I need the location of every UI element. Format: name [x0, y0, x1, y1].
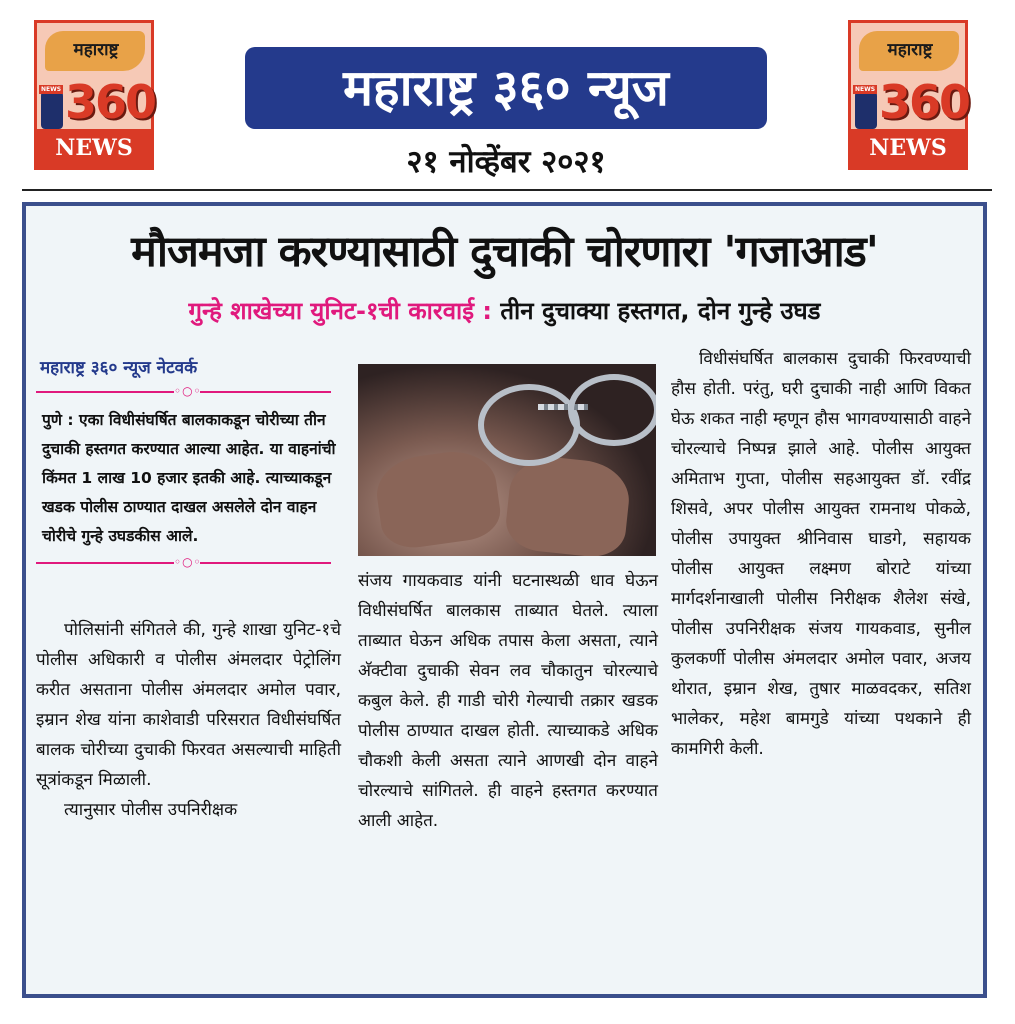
handcuff-ring	[568, 374, 656, 446]
divider-ornament	[36, 384, 341, 400]
article-intro: पुणे : एका विधीसंघर्षित बालकाकडून चोरीच्या तीन दुचाकी हस्तगत करण्यात आल्या आहेत. या वाहनांची किंमत 1 लाख 10 हजार इतकी आहे. त्याच्याकडून खडक पोलीस ठाण्यात दाखल असलेले दोन वाहन चोरीचे गुन्हे उघडकीस आले.	[42, 411, 336, 545]
hand-shape	[372, 446, 503, 552]
logo-top-text: महाराष्ट्र	[73, 40, 119, 60]
byline: महाराष्ट्र ३६० न्यूज नेटवर्क	[40, 358, 198, 378]
article-column-3	[671, 344, 971, 764]
handcuff-ring	[478, 384, 580, 466]
article-subhead	[26, 294, 983, 327]
mic-news-tag: NEWS	[855, 86, 876, 93]
article-column-1	[36, 356, 341, 825]
issue-date: २१ नोव्हेंबर २०२१	[406, 144, 606, 180]
ornament-icon: ◦○◦	[174, 384, 202, 398]
body-paragraph: विधीसंघर्षित बालकास दुचाकी फिरवण्याची हौस होती. परंतु, घरी दुचाकी नाही आणि विकत घेऊ शकत नाही म्हणून हौस भागवण्यासाठी वाहने चोरल्याचे निष्पन्न झाले आहे. पोलीस आयुक्त अमिताभ गुप्ता, पोलीस सहआयुक्त डॉ. रवींद्र शिसवे, अपर पोलीस आयुक्त रामनाथ पोकळे, पोलीस उपायुक्त श्रीनिवास घाडगे, सहायक पोलीस आयुक्त लक्ष्मण बोराटे यांच्या मार्गदर्शनाखाली पोलीस निरीक्षक शैलेश संखे, पोलीस उपनिरीक्षक संजय गायकवाड, सुनील कुलकर्णी पोलीस अंमलदार अमोल पवार, अजय थोरात, इम्रान शेख, तुषार माळवदकर, सतिश भालेकर, महेश बामगुडे यांच्या पथकाने ही कामगिरी केली.	[671, 349, 971, 759]
logo-bottom-text: NEWS	[851, 129, 965, 167]
body-paragraph: संजय गायकवाड यांनी घटनास्थळी धाव घेऊन विधीसंघर्षित बालकास ताब्यात घेतले. त्याला ताब्यात घेऊन अधिक तपास केला असता, त्याने अ‍ॅक्टीवा दुचाकी सेवन लव चौकातुन चोरल्याचे कबुल केले. ही गाडी चोरी गेल्याची तक्रार खडक पोलीस ठाण्यात दाखल होती. त्याच्याकडे अधिक चौकशी केली असता त्याने आणखी दोन वाहने चोरल्याचे सांगितले. ही वाहने हस्तगत करण्यात आली आहेत.	[358, 571, 658, 831]
mic-news-tag: NEWS	[41, 86, 62, 93]
subhead-unit-action: गुन्हे शाखेच्या युनिट-१ची कारवाई :	[188, 297, 493, 325]
article-box	[22, 202, 987, 998]
handcuffs-photo	[358, 364, 656, 556]
subhead-summary: तीन दुचाक्या हस्तगत, दोन गुन्हे उघड	[500, 297, 821, 325]
logo-number: 360	[65, 75, 156, 129]
logo-top-text: महाराष्ट्र	[887, 40, 933, 60]
logo-right	[848, 20, 968, 170]
divider-ornament	[36, 555, 341, 571]
logo-number: 360	[879, 75, 970, 129]
logo-bottom-text: NEWS	[37, 129, 151, 167]
masthead-title: महाराष्ट्र ३६० न्यूज	[245, 47, 767, 129]
body-paragraph: पोलिसांनी संगितले की, गुन्हे शाखा युनिट-१चे पोलीस अधिकारी व पोलीस अंमलदार पेट्रोलिंग करीत असताना पोलीस अंमलदार अमोल पवार, इम्रान शेख यांना काशेवाडी परिसरात विधीसंघर्षित बालक चोरीच्या दुचाकी फिरवत असल्याची माहिती सूत्रांकडून मिळाली.	[36, 620, 341, 790]
ornament-icon: ◦○◦	[174, 555, 202, 569]
hand-shape	[503, 453, 632, 556]
logo-left	[34, 20, 154, 170]
body-paragraph: त्यानुसार पोलीस उपनिरीक्षक	[64, 800, 238, 820]
article-column-2	[358, 356, 658, 836]
article-headline: मौजमजा करण्यासाठी दुचाकी चोरणारा 'गजाआड'	[131, 227, 878, 277]
header-divider	[22, 189, 992, 191]
